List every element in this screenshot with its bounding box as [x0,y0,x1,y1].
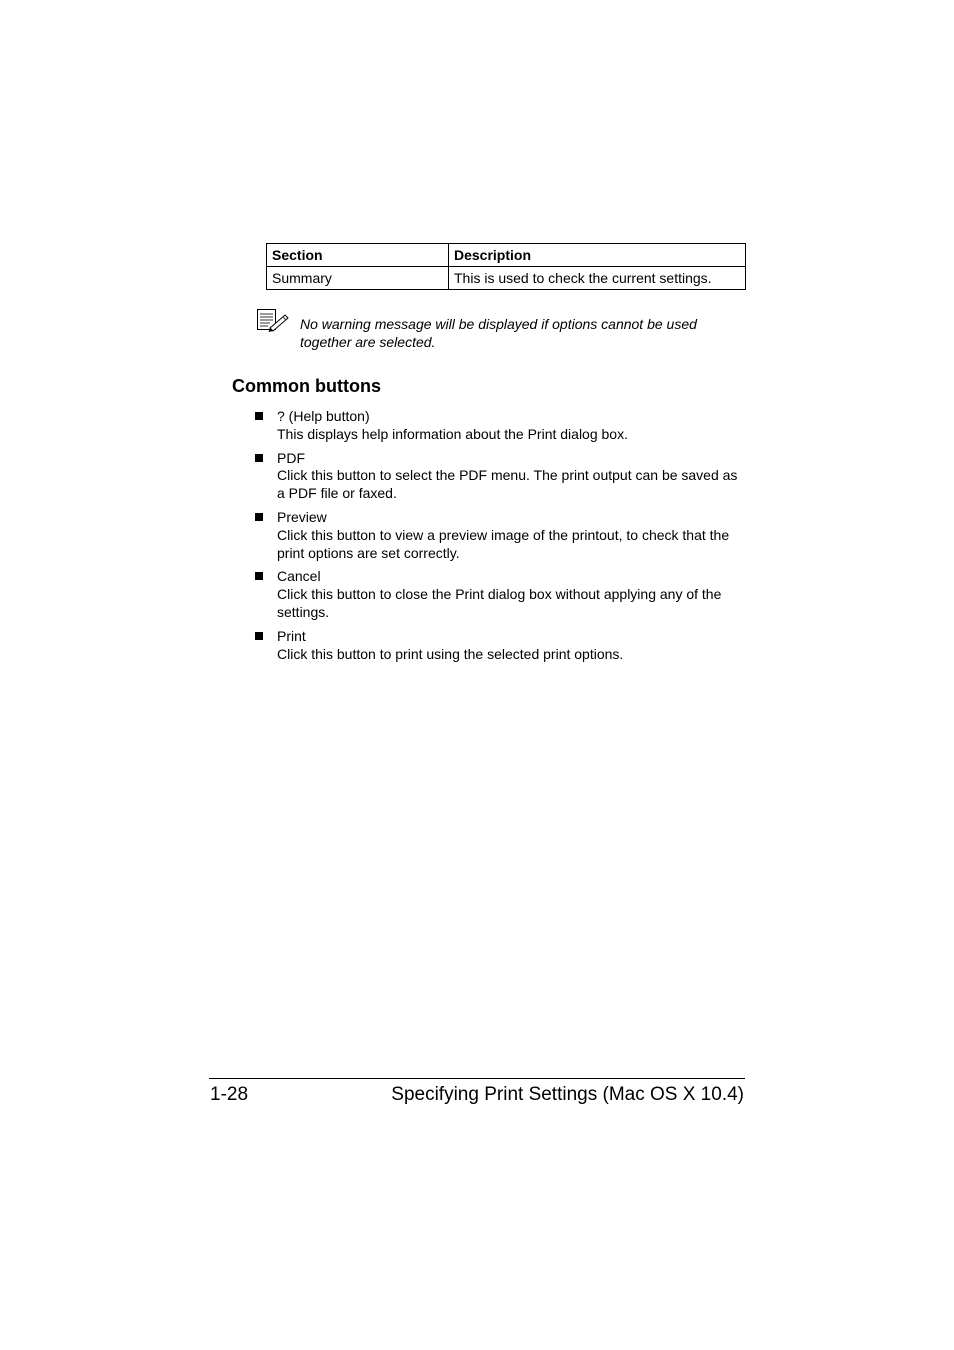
item-name: PDF [277,449,305,466]
section-heading: Common buttons [232,376,381,396]
table-row [267,267,746,290]
item-description: This displays help information about the Print dialog box. [277,425,628,442]
item-description: Click this button to view a preview image of the printout, to check that the print options are set correctly. [277,526,730,561]
item-description: Click this button to select the PDF menu. The print output can be saved as a PDF file or faxed. [277,467,738,502]
page-number: 1-28 [210,1084,249,1105]
item-name: Preview [277,508,327,525]
note-text: No warning message will be displayed if options cannot be used together are selected. [300,316,697,350]
square-bullet-icon [255,632,263,640]
list-item [254,408,749,444]
settings-table [266,243,746,290]
table-header-row [267,244,746,267]
button-list [254,408,749,669]
note-pencil-icon [256,308,290,332]
table-cell-description: This is used to check the current settings. [449,267,746,290]
column-header-description: Description [449,244,746,267]
square-bullet-icon [255,454,263,462]
square-bullet-icon [255,412,263,420]
list-item [254,450,749,503]
list-item [254,509,749,562]
item-name: ? (Help button) [277,408,370,424]
footer-divider [209,1078,745,1079]
square-bullet-icon [255,572,263,580]
list-item [254,568,749,621]
item-description: Click this button to close the Print dialog box without applying any of the settings. [277,586,722,620]
list-item [254,628,749,664]
item-description: Click this button to print using the selected print options. [277,645,624,662]
footer-title: Specifying Print Settings (Mac OS X 10.4) [391,1084,744,1105]
item-name: Cancel [277,568,321,585]
item-name: Print [277,627,306,644]
column-header-section: Section [267,244,449,267]
table-cell-section: Summary [267,267,449,290]
square-bullet-icon [255,513,263,521]
